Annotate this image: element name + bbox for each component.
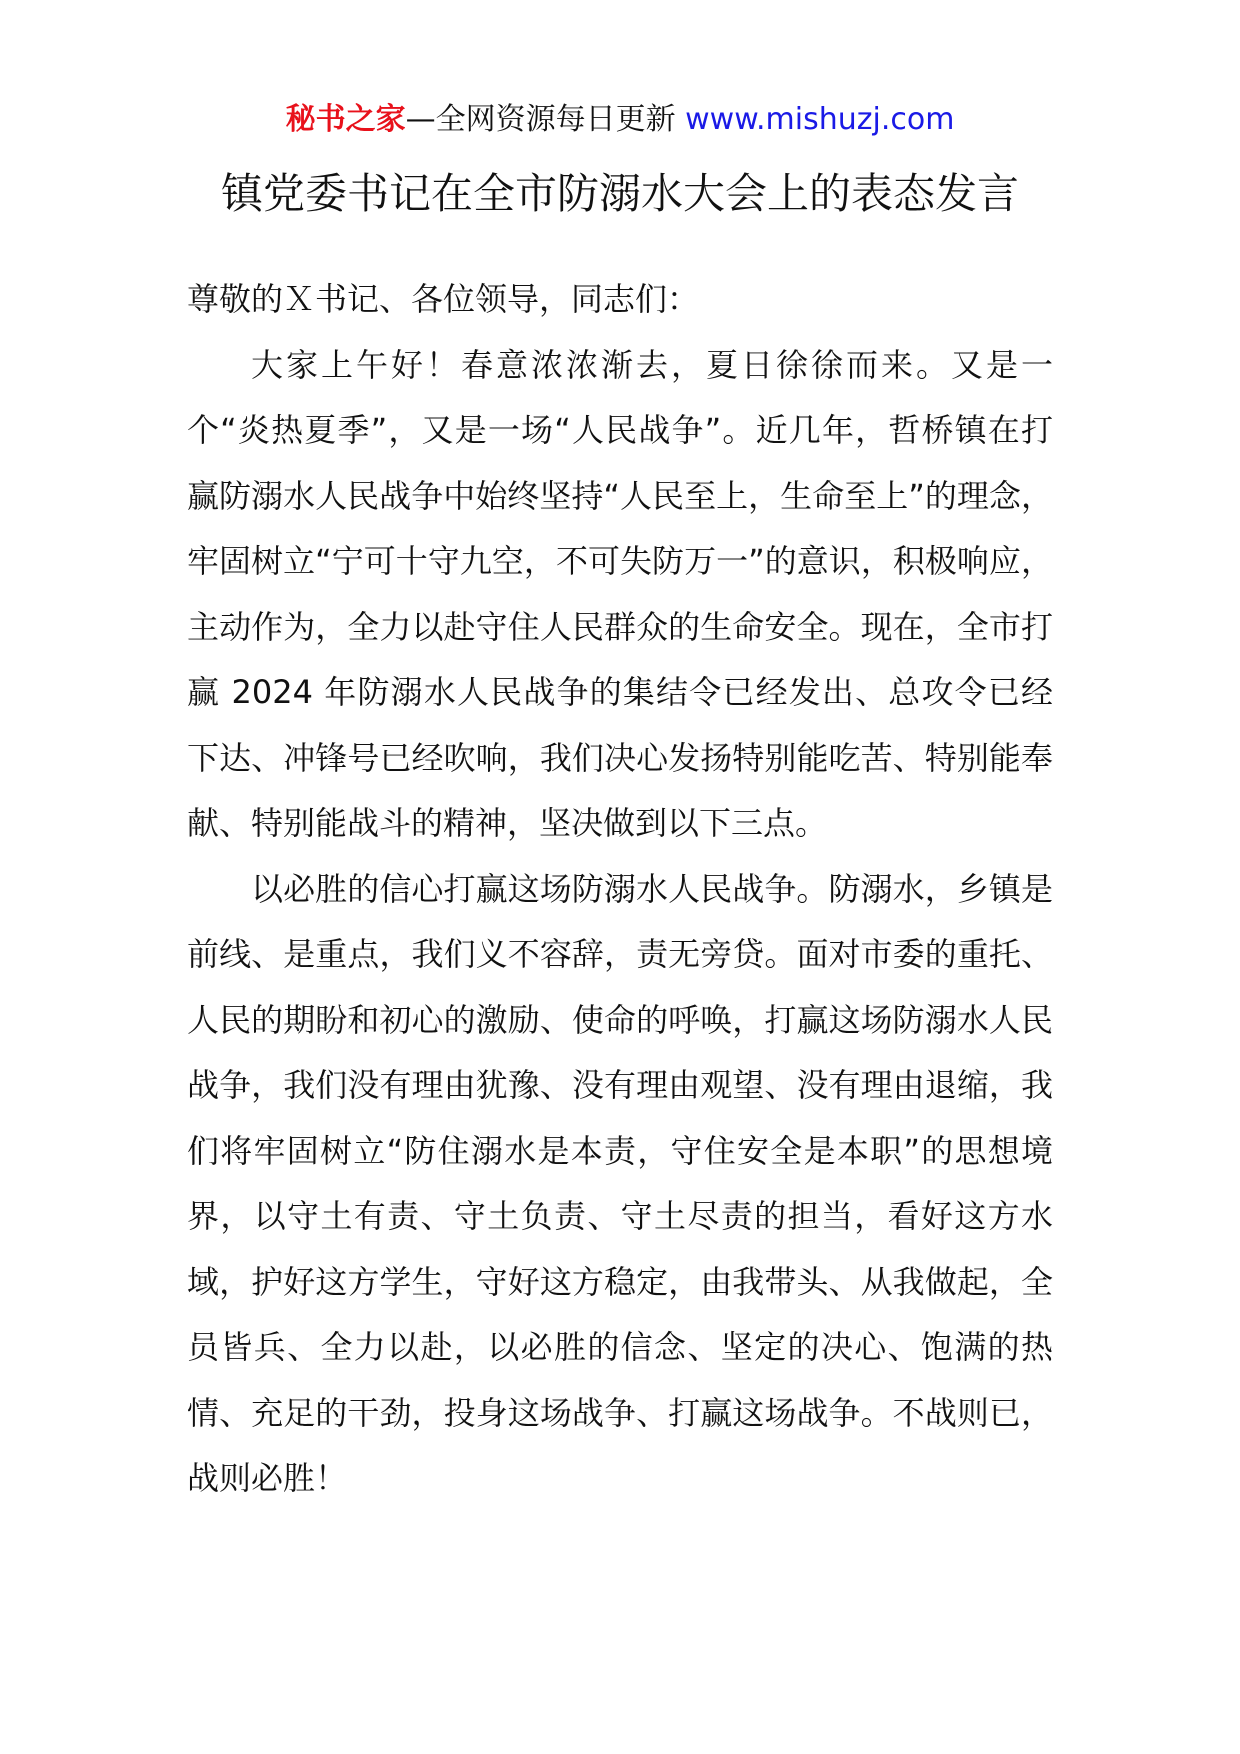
site-url-link[interactable]: www.mishuzj.com <box>685 102 955 137</box>
paragraph-opening: 大家上午好！春意浓浓渐去，夏日徐徐而来。又是一个“炎热夏季”，又是一场“人民战争”。近几年，哲桥镇在打赢防溺水人民战争中始终坚持“人民至上，生命至上”的理念，牢固树立“宁可十守九空，不可失防万一”的意识，积极响应，主动作为，全力以赴守住人民群众的生命安全。现在，全市打赢 2024 年防溺水人民战争的集结令已经发出、总攻令已经下达、冲锋号已经吹响，我们决心发扬特别能吃苦、特别能奉献、特别能战斗的精神，坚决做到以下三点。 <box>187 345 1053 842</box>
document-body <box>187 267 1053 1512</box>
site-tagline: —全网资源每日更新 <box>405 102 686 137</box>
paragraph-confidence: 以必胜的信心打赢这场防溺水人民战争。防溺水，乡镇是前线、是重点，我们义不容辞，责无旁贷。面对市委的重托、人民的期盼和初心的激励、使命的呼唤，打赢这场防溺水人民战争，我们没有理由犹豫、没有理由观望、没有理由退缩，我们将牢固树立“防住溺水是本责，守住安全是本职”的思想境界，以守土有责、守土负责、守土尽责的担当，看好这方水域，护好这方学生，守好这方稳定，由我带头、从我做起，全员皆兵、全力以赴，以必胜的信念、坚定的决心、饱满的热情、充足的干劲，投身这场战争、打赢这场战争。不战则已，战则必胜！ <box>187 869 1053 1497</box>
document-title: 镇党委书记在全市防溺水大会上的表态发言 <box>220 169 1019 218</box>
brand-name: 秘书之家 <box>285 102 406 137</box>
site-header <box>0 100 1240 140</box>
salutation: 尊敬的Ｘ书记、各位领导，同志们： <box>187 280 700 318</box>
